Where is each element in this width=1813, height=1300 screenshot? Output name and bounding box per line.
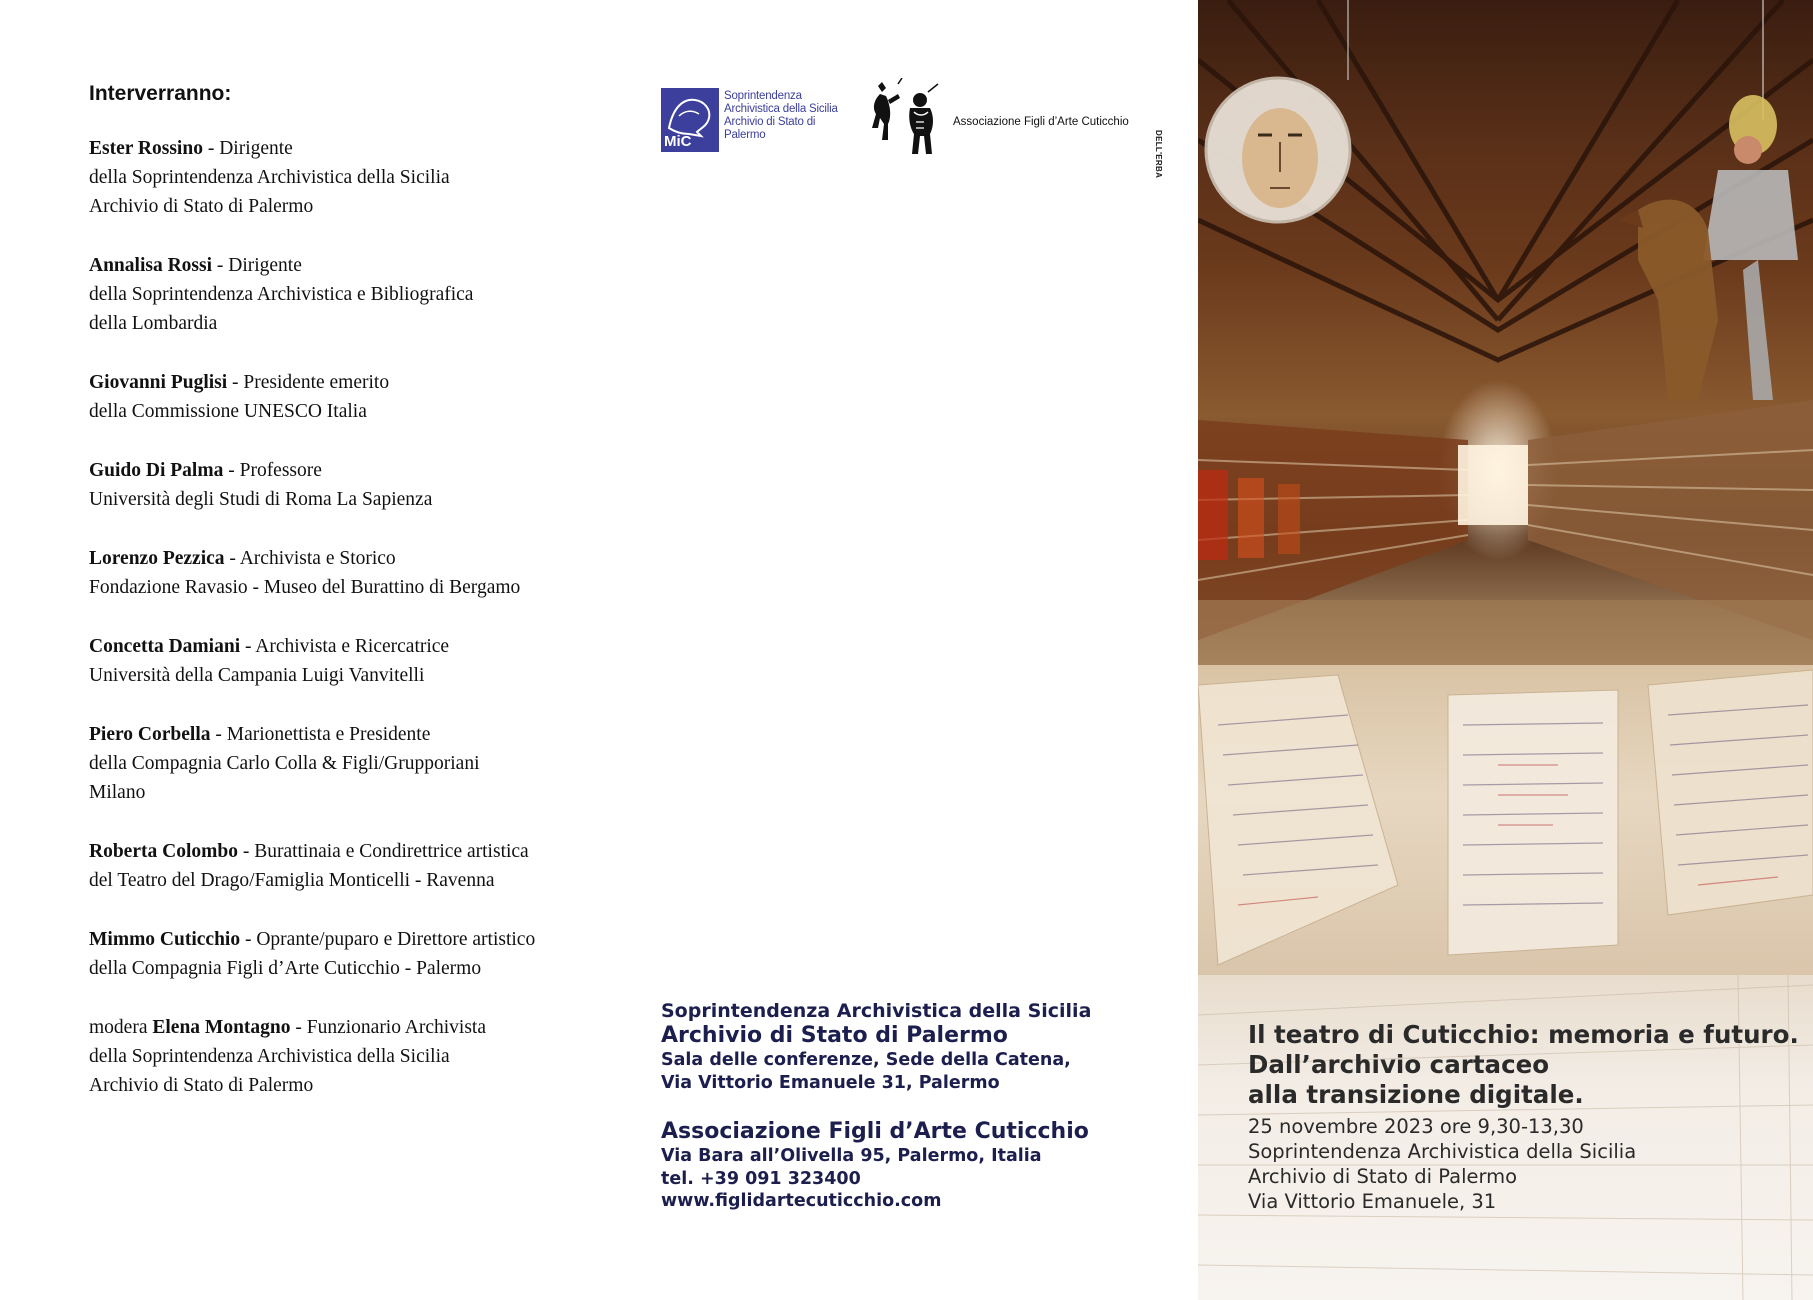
speaker-affiliation: Fondazione Ravasio - Museo del Burattino di Bergamo [89, 577, 521, 598]
speaker-role: - Archivista e Ricercatrice [240, 636, 450, 657]
speaker-role: - Burattinaia e Condirettrice artistica [237, 841, 529, 862]
speaker-affiliation: Archivio di Stato di Palermo [89, 196, 314, 217]
org2-address: Via Bara all’Olivella 95, Palermo, Italia [661, 1146, 1042, 1166]
speaker-affiliation: della Commissione UNESCO Italia [89, 401, 367, 422]
speaker-name: Mimmo Cuticchio [89, 929, 241, 950]
speaker-entry [89, 925, 649, 983]
cover-title-line: Dall’archivio cartaceo [1248, 1050, 1550, 1079]
speaker-entry [89, 251, 649, 338]
event-date: 25 novembre 2023 ore 9,30-13,30 [1248, 1115, 1584, 1138]
speaker-name: Piero Corbella [89, 724, 211, 745]
cover-title-line: Il teatro di Cuticchio: memoria e futuro. [1248, 1020, 1799, 1049]
archive-hall-illustration [1198, 0, 1813, 670]
speaker-role: - Archivista e Storico [224, 548, 396, 569]
speaker-affiliation: della Compagnia Figli d’Arte Cuticchio - Palermo [89, 958, 482, 979]
puppet-figures-icon [868, 78, 952, 158]
moderator-role: - Funzionario Archivista [290, 1017, 487, 1038]
speaker-affiliation: del Teatro del Drago/Famiglia Monticelli - Ravenna [89, 870, 495, 891]
mic-label: MiC [664, 133, 692, 150]
archive-hall-photo [1198, 0, 1813, 670]
speaker-entry [89, 134, 649, 221]
org2-name: Associazione Figli d’Arte Cuticchio [661, 1119, 1089, 1144]
speaker-entry [89, 368, 649, 426]
speakers-heading: Interverranno: [89, 82, 232, 105]
moderator-entry [89, 1013, 649, 1100]
speaker-affiliation: della Lombardia [89, 313, 218, 334]
moderator-prefix: modera [89, 1017, 153, 1038]
photo-credit: DELL'ERBA [1154, 130, 1163, 179]
speaker-entry [89, 456, 649, 514]
cover-panel [1198, 0, 1813, 1300]
moderator-affiliation: della Soprintendenza Archivistica della Sicilia [89, 1046, 450, 1067]
event-address: Via Vittorio Emanuele, 31 [1248, 1190, 1497, 1213]
speaker-role: - Presidente emerito [227, 372, 390, 393]
handwritten-documents-photo [1198, 665, 1813, 995]
org1-archive: Archivio di Stato di Palermo [661, 1023, 1008, 1048]
venue-address: Via Vittorio Emanuele 31, Palermo [661, 1072, 1000, 1093]
soprintendenza-logo-text: Soprintendenza Archivistica della Sicilia Archivio di Stato di Palermo [724, 90, 838, 141]
speaker-affiliation: della Soprintendenza Archivistica della Sicilia [89, 167, 450, 188]
moderator-affiliation: Archivio di Stato di Palermo [89, 1075, 314, 1096]
speaker-role: - Marionettista e Presidente [210, 724, 431, 745]
speaker-entry [89, 720, 649, 807]
event-organizer: Soprintendenza Archivistica della Sicilia [1248, 1140, 1637, 1163]
speaker-role: - Oprante/puparo e Direttore artistico [240, 929, 536, 950]
speaker-name: Lorenzo Pezzica [89, 548, 225, 569]
org1-name: Soprintendenza Archivistica della Sicilia [661, 1000, 1092, 1022]
speaker-name: Roberta Colombo [89, 841, 238, 862]
cover-title-line: alla transizione digitale. [1248, 1080, 1584, 1109]
speaker-name: Giovanni Puglisi [89, 372, 228, 393]
speaker-name: Guido Di Palma [89, 460, 224, 481]
speaker-affiliation: Milano [89, 782, 146, 803]
associazione-logo [868, 78, 1158, 158]
speaker-affiliation: della Compagnia Carlo Colla & Figli/Grupporiani [89, 753, 480, 774]
mic-logo-mark [661, 88, 719, 152]
speaker-entry [89, 632, 649, 690]
speaker-name: Annalisa Rossi [89, 255, 212, 276]
cover-title-block [1248, 1020, 1808, 1214]
speaker-entry [89, 837, 649, 895]
speakers-list [89, 82, 649, 1130]
venue-room: Sala delle conferenze, Sede della Catena, [661, 1050, 1071, 1070]
org2-website[interactable]: www.figlidartecuticchio.com [661, 1191, 942, 1211]
ledger-pages-illustration [1198, 665, 1813, 995]
speaker-affiliation: Università degli Studi di Roma La Sapienza [89, 489, 433, 510]
org2-phone: tel. +39 091 323400 [661, 1168, 861, 1189]
speaker-role: - Professore [223, 460, 322, 481]
speaker-role: - Dirigente [212, 255, 302, 276]
speaker-affiliation: Università della Campania Luigi Vanvitelli [89, 665, 425, 686]
speaker-name: Concetta Damiani [89, 636, 241, 657]
speaker-affiliation: della Soprintendenza Archivistica e Bibliografica [89, 284, 474, 305]
speaker-entry [89, 544, 649, 602]
event-venue: Archivio di Stato di Palermo [1248, 1165, 1518, 1188]
speaker-role: - Dirigente [202, 138, 293, 159]
associazione-logo-text: Associazione Figli d’Arte Cuticchio [953, 116, 1129, 128]
speaker-name: Ester Rossino [89, 138, 203, 159]
soprintendenza-logo [661, 88, 841, 154]
moderator-name: Elena Montagno [152, 1017, 291, 1038]
organizers-contacts [661, 1000, 1181, 1213]
